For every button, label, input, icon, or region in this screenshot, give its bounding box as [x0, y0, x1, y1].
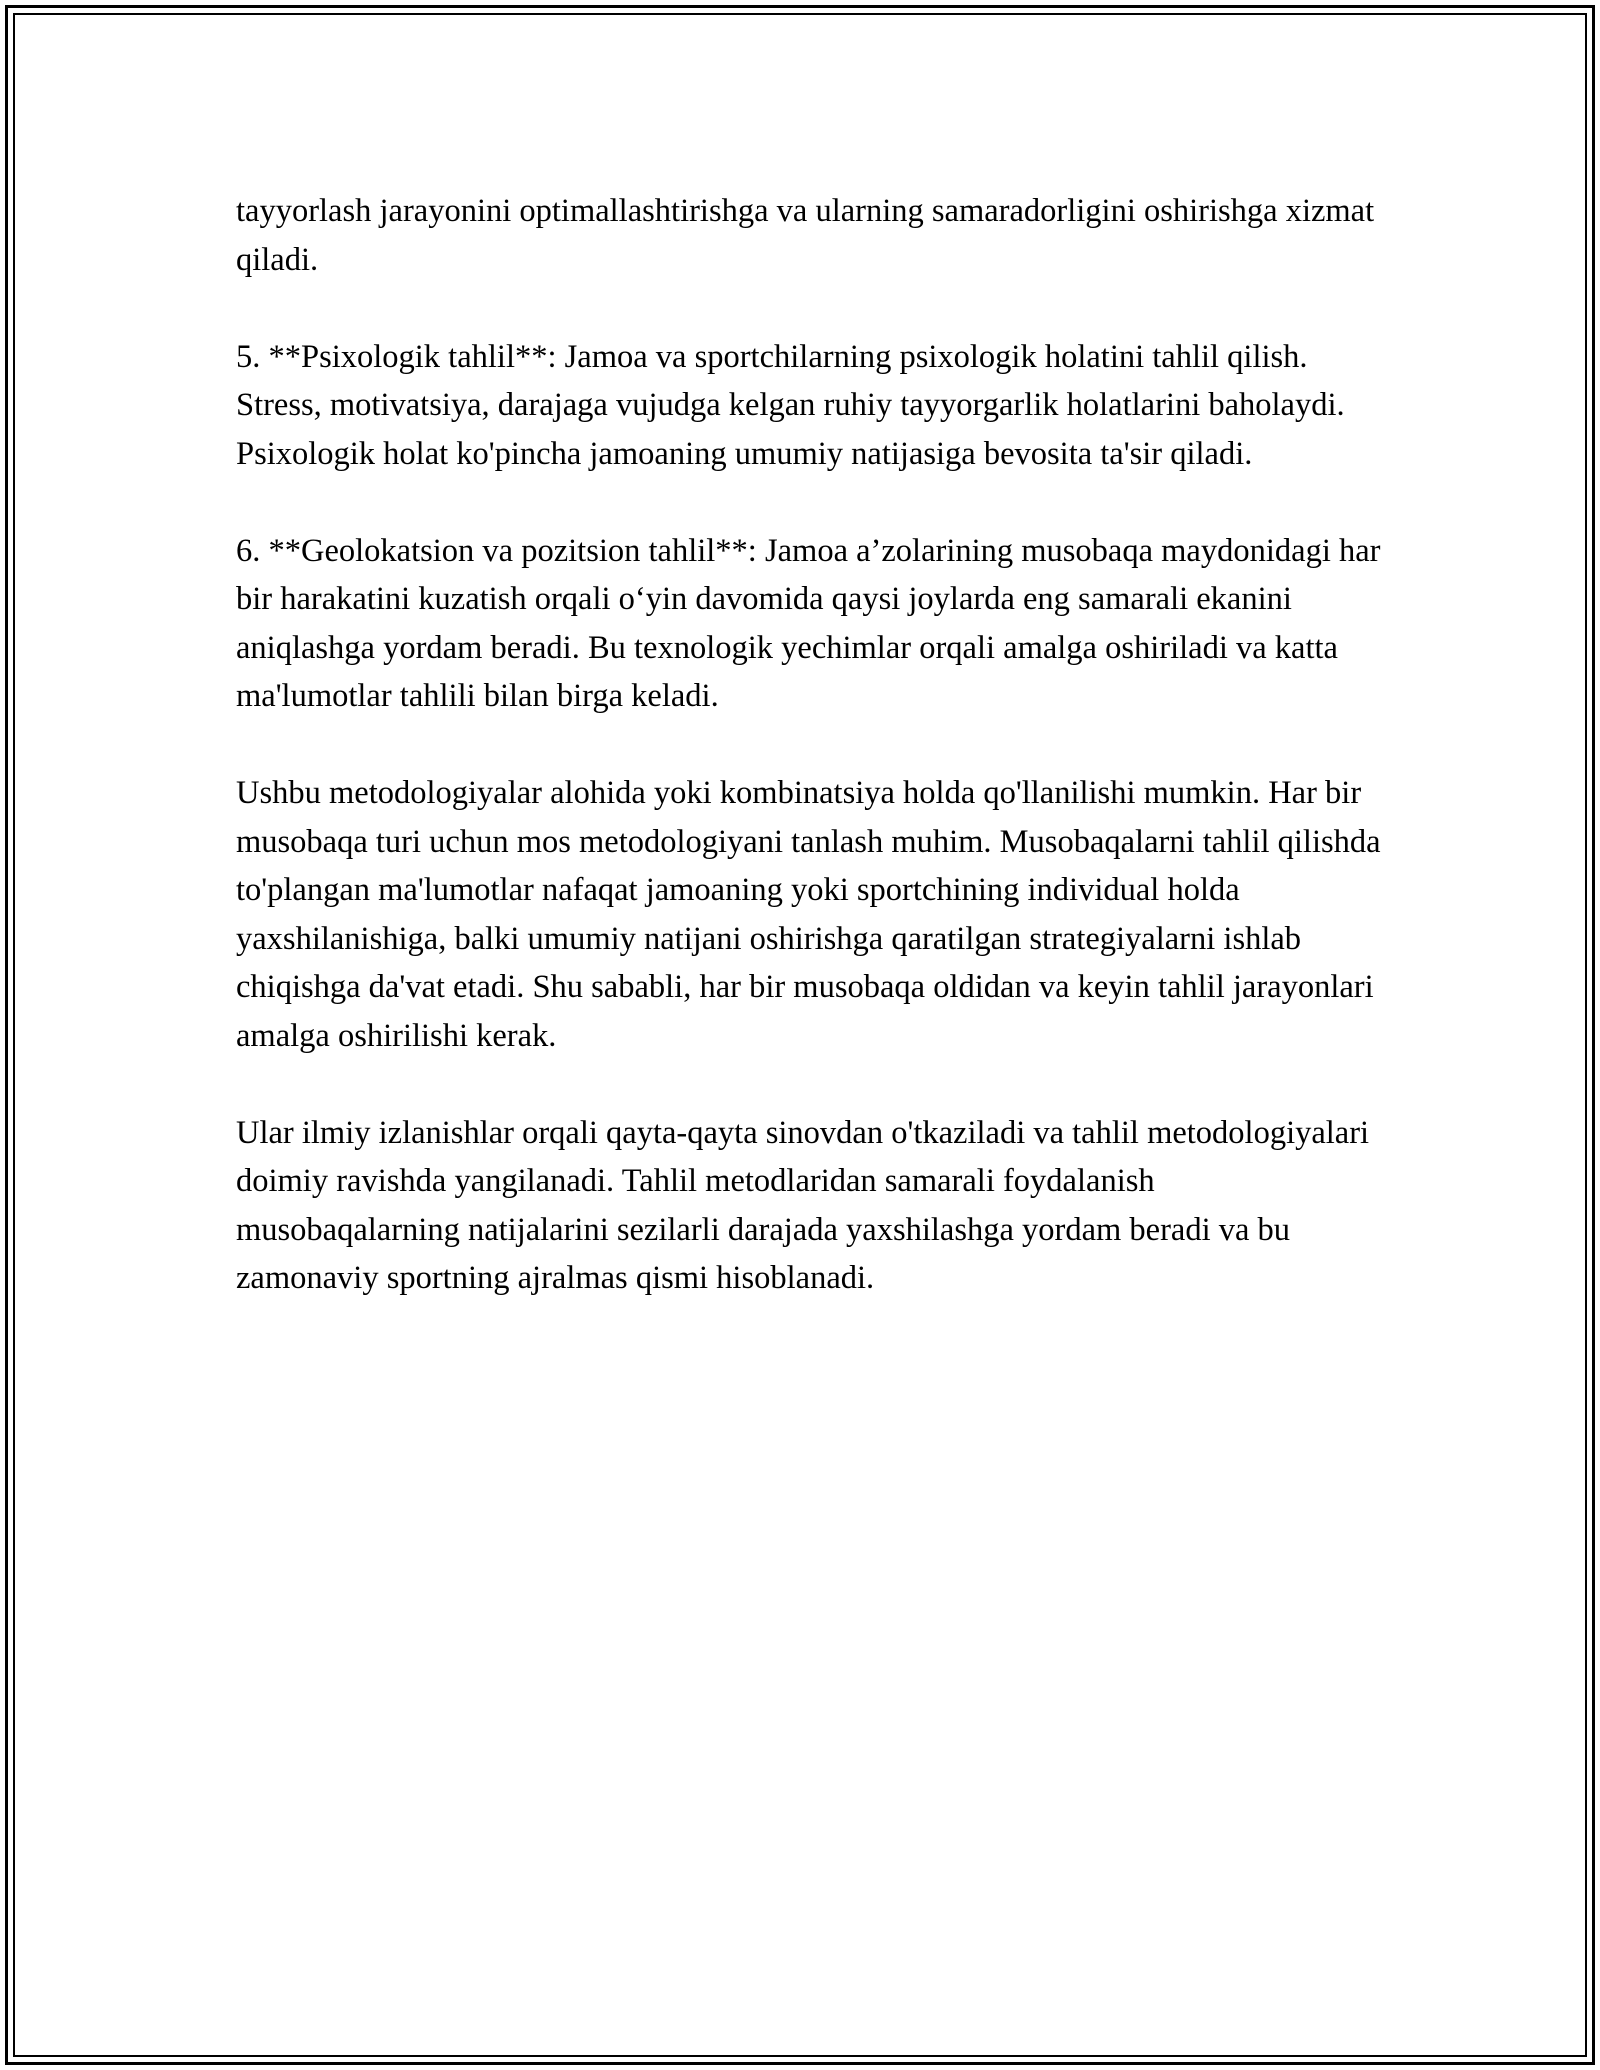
paragraph-conclusion: Ular ilmiy izlanishlar orqali qayta-qayta sinovdan o'tkaziladi va tahlil metodologiyalari doimiy ravishda yangilanadi. Tahlil metodlaridan samarali foydalanish musobaqalarning natijalarini sezilarli darajada yaxshilashga yordam beradi va bu zamonaviy sportning ajralmas qismi hisoblanadi.: [236, 1114, 1370, 1296]
paragraph-continuation: tayyorlash jarayonini optimallashtirishga va ularning samaradorligini oshirishga xizmat qiladi.: [236, 193, 1375, 278]
paragraph-geolocation-analysis: 6. **Geolokatsion va pozitsion tahlil**: Jamoa a’zolarining musobaqa maydonidagi har bir harakatini kuzatish orqali o‘yin davomida qaysi joylarda eng samarali ekanini aniqlashga yordam beradi. Bu texnologik yechimlar orqali amalga oshiriladi va katta ma'lumotlar tahlili bilan birga keladi.: [236, 532, 1381, 714]
paragraph-methodologies-usage: Ushbu metodologiyalar alohida yoki kombinatsiya holda qo'llanilishi mumkin. Har bir musobaqa turi uchun mos metodologiyani tanlash muhim. Musobaqalarni tahlil qilishda to'plangan ma'lumotlar nafaqat jamoaning yoki sportchining individual holda yaxshilanishiga, balki umumiy natijani oshirishga qaratilgan strategiyalarni ishlab chiqishga da'vat etadi. Shu sababli, har bir musobaqa oldidan va keyin tahlil jarayonlari amalga oshirilishi kerak.: [236, 775, 1381, 1054]
document-body: [236, 187, 1386, 1303]
paragraph-psychological-analysis: 5. **Psixologik tahlil**: Jamoa va sportchilarning psixologik holatini tahlil qilish. Stress, motivatsiya, darajaga vujudga kelgan ruhiy tayyorgarlik holatlarini baholaydi. Psixologik holat ko'pincha jamoaning umumiy natijasiga bevosita ta'sir qiladi.: [236, 338, 1345, 472]
